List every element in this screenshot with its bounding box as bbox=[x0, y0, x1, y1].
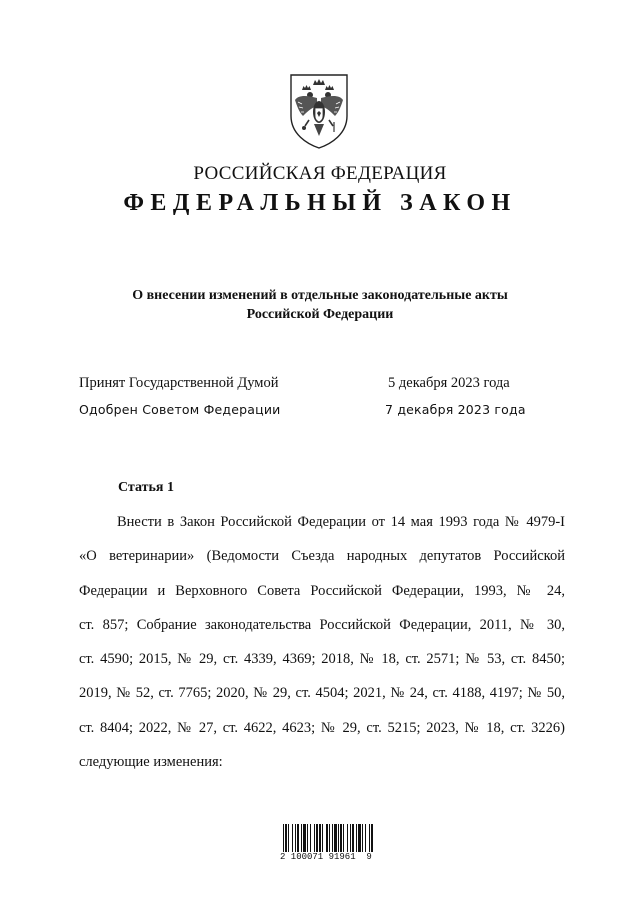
law-title bbox=[90, 286, 550, 324]
law-title-line-1: О внесении изменений в отдельные законодательные акты bbox=[132, 288, 508, 303]
adoption-duma-date: 5 декабря 2023 года bbox=[388, 375, 510, 391]
article-line: Федерации и Верховного Совета Российской Федерации, 1993, № 24, bbox=[79, 582, 565, 599]
coat-of-arms-icon bbox=[287, 72, 351, 150]
article-line: Внести в Закон Российской Федерации от 14 мая 1993 года № 4979-I bbox=[117, 514, 565, 530]
country-name: РОССИЙСКАЯ ФЕДЕРАЦИЯ bbox=[193, 163, 447, 184]
approval-council-date: 7 декабря 2023 года bbox=[385, 402, 526, 417]
barcode-icon bbox=[282, 824, 374, 852]
article-line: ст. 4590; 2015, № 29, ст. 4339, 4369; 2018, № 18, ст. 2571; № 53, ст. 8450; bbox=[79, 651, 565, 668]
article-line: ст. 8404; 2022, № 27, ст. 4622, 4623; № 29, ст. 5215; 2023, № 18, ст. 3226) bbox=[79, 719, 565, 736]
approval-council-label: Одобрен Советом Федерации bbox=[79, 402, 281, 417]
barcode-number: 2 100071 91961 9 bbox=[280, 852, 372, 862]
adoption-duma-label: Принят Государственной Думой bbox=[79, 375, 279, 391]
article-body bbox=[79, 505, 565, 779]
article-heading: Статья 1 bbox=[118, 480, 174, 495]
article-line: 2019, № 52, ст. 7765; 2020, № 29, ст. 4504; 2021, № 24, ст. 4188, 4197; № 50, bbox=[79, 685, 565, 702]
law-title-line-2: Российской Федерации bbox=[246, 307, 394, 322]
article-line: «О ветеринарии» (Ведомости Съезда народных депутатов Российской bbox=[79, 548, 565, 565]
article-line: следующие изменения: bbox=[79, 754, 223, 771]
article-line: ст. 857; Собрание законодательства Российской Федерации, 2011, № 30, bbox=[79, 616, 565, 633]
law-type-heading: ФЕДЕРАЛЬНЫЙ ЗАКОН bbox=[123, 190, 517, 216]
